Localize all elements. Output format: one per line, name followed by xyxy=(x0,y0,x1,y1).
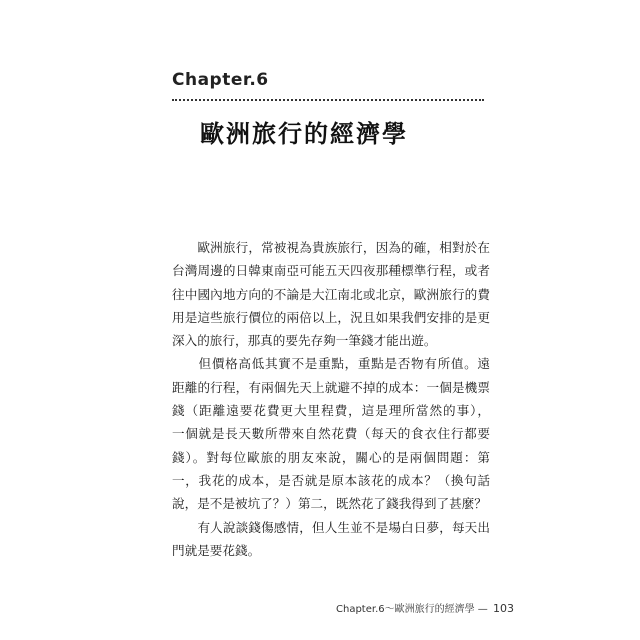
page-number: 103 xyxy=(493,602,514,615)
text-line: 一，我花的成本，是否就是原本該花的成本？（換句話 xyxy=(172,472,490,488)
text-line: 一個就是長天數所帶來自然花費（每天的食衣住行都要 xyxy=(172,426,490,442)
body-text xyxy=(172,236,490,562)
dotted-divider xyxy=(172,99,484,101)
text-line: 門就是要花錢。 xyxy=(172,542,261,558)
chapter-title: 歐洲旅行的經濟學 xyxy=(200,119,408,148)
text-line: 歐洲旅行，常被視為貴族旅行，因為的確，相對於在 xyxy=(172,240,490,255)
text-line: 台灣周邊的日韓東南亞可能五天四夜那種標準行程，或者 xyxy=(172,263,490,279)
text-line: 深入的旅行，那真的要先存夠一筆錢才能出遊。 xyxy=(172,333,437,349)
text-line: 有人說談錢傷感情，但人生並不是場白日夢，每天出 xyxy=(172,519,490,535)
chapter-label: Chapter.6 xyxy=(172,70,269,90)
text-line: 說，是不是被坑了？）第二，既然花了錢我得到了甚麼？ xyxy=(172,496,487,512)
running-head: Chapter.6～歐洲旅行的經濟學 — xyxy=(336,604,488,615)
text-line: 錢）。對每位歐旅的朋友來說，關心的是兩個問題：第 xyxy=(172,449,490,465)
running-footer xyxy=(336,600,514,615)
text-line: 往中國內地方向的不論是大江南北或北京，歐洲旅行的費 xyxy=(172,286,490,302)
text-line: 但價格高低其實不是重點，重點是否物有所值。遠 xyxy=(172,356,490,372)
text-line: 用是這些旅行價位的兩倍以上，況且如果我們安排的是更 xyxy=(172,309,490,325)
text-line: 錢（距離遠要花費更大里程費，這是理所當然的事）， xyxy=(172,403,490,419)
text-line: 距離的行程，有兩個先天上就避不掉的成本：一個是機票 xyxy=(172,379,490,395)
